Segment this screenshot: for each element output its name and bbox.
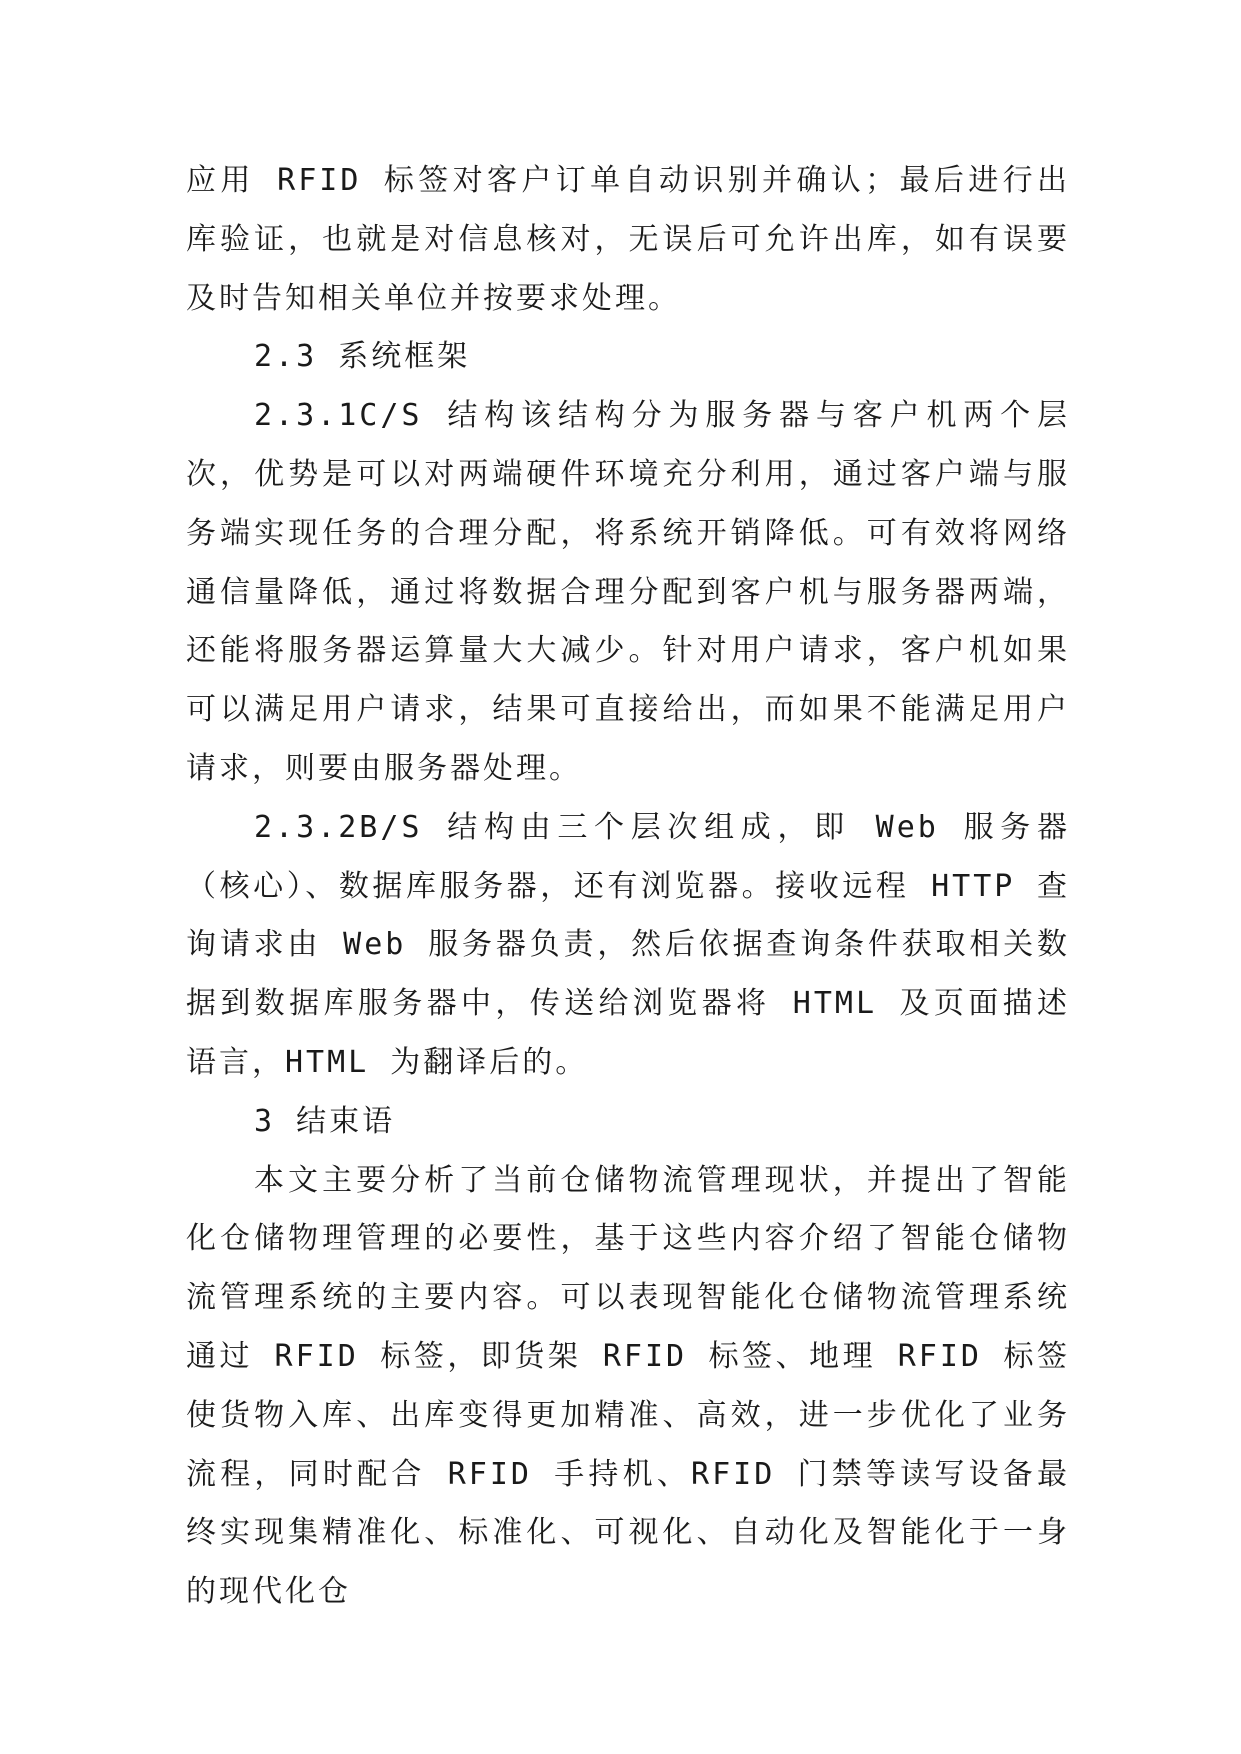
paragraph-order-verification: 应用 RFID 标签对客户订单自动识别并确认；最后进行出库验证，也就是对信息核对，无误后可允许出库，如有误要及时告知相关单位并按要求处理。 (186, 163, 1070, 316)
document-body (186, 152, 1070, 1622)
paragraph-cs-structure: 2.3.1C/S 结构该结构分为服务器与客户机两个层次，优势是可以对两端硬件环境充分利用，通过客户端与服务端实现任务的合理分配，将系统开销降低。可有效将网络通信量降低，通过将数据合理分配到客户机与服务器两端，还能将服务器运算量大大减少。针对用户请求，客户机如果可以满足用户请求，结果可直接给出，而如果不能满足用户请求，则要由服务器处理。 (186, 398, 1070, 786)
paragraph-bs-structure: 2.3.2B/S 结构由三个层次组成，即 Web 服务器（核心）、数据库服务器，还有浏览器。接收远程 HTTP 查询请求由 Web 服务器负责，然后依据查询条件获取相关数据到数据库服务器中，传送给浏览器将 HTML 及页面描述语言，HTML 为翻译后的。 (186, 809, 1070, 1080)
section-heading-conclusion: 3 结束语 (254, 1103, 396, 1139)
section-heading-system-framework: 2.3 系统框架 (254, 339, 471, 375)
paragraph-conclusion-body: 本文主要分析了当前仓储物流管理现状，并提出了智能化仓储物理管理的必要性，基于这些内容介绍了智能仓储物流管理系统的主要内容。可以表现智能化仓储物流管理系统通过 RFID 标签，即货架 RFID 标签、地理 RFID 标签使货物入库、出库变得更加精准、高效，进一步优化了业务流程，同时配合 RFID 手持机、RFID 门禁等读写设备最终实现集精准化、标准化、可视化、自动化及智能化于一身的现代化仓 (186, 1162, 1070, 1610)
